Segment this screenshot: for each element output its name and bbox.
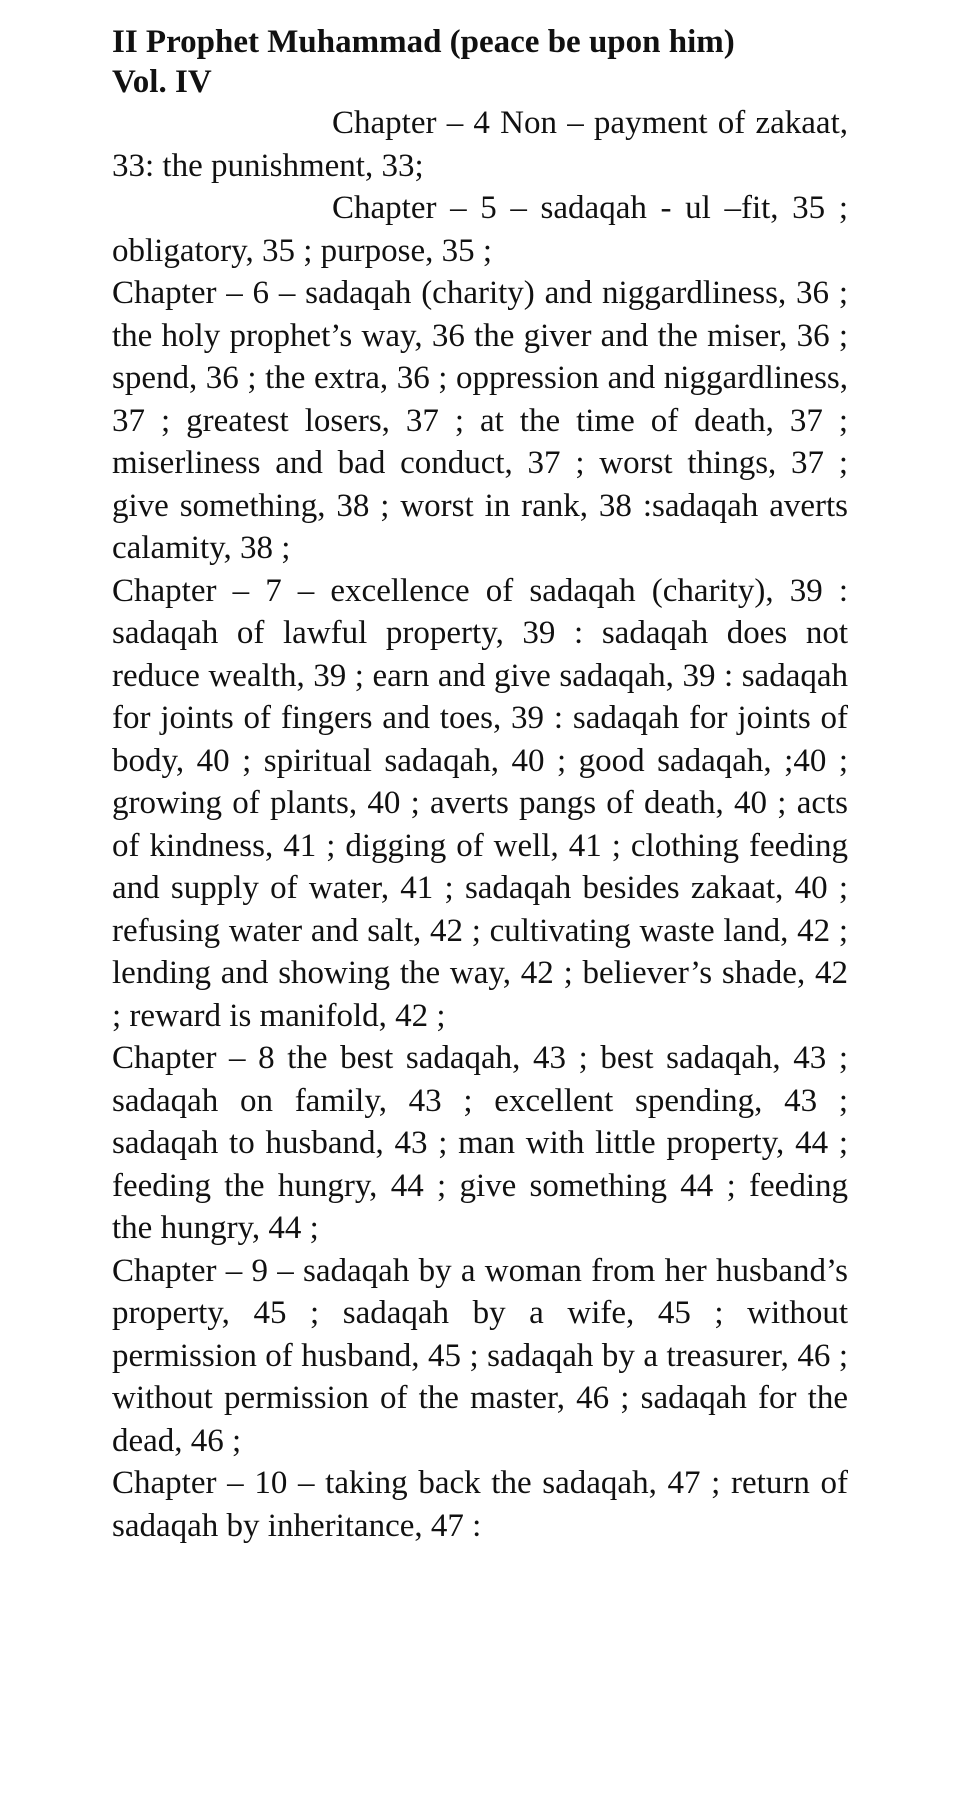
title-line-2: Vol. IV	[112, 64, 212, 100]
chapter-9-entry: Chapter – 9 – sadaqah by a woman from her husband’s property, 45 ; sadaqah by a wife, 45 ; without permission of husband, 45 ; sadaqah by a treasurer, 46 ; without permission of the master, 46 ; sadaqah for the dead, 46 ;	[112, 1252, 848, 1459]
chapter-7-entry: Chapter – 7 – excellence of sadaqah (charity), 39 : sadaqah of lawful property, 39 : sadaqah does not reduce wealth, 39 ; earn and give sadaqah, 39 : sadaqah for joints of fingers and toes, 39 : sadaqah for joints of body, 40 ; spiritual sadaqah, 40 ; good sadaqah, ;40 ; growing of plants, 40 ; averts pangs of death, 40 ; acts of kindness, 41 ; digging of well, 41 ; clothing feeding and supply of water, 41 ; sadaqah besides zakaat, 40 ; refusing water and salt, 42 ; cultivating waste land, 42 ; lending and showing the way, 42 ; believer’s shade, 42 ; reward is manifold, 42 ;	[112, 572, 848, 1034]
title-line-1: II Prophet Muhammad (peace be upon him)	[112, 24, 735, 60]
chapter-5-entry: Chapter – 5 – sadaqah - ul –fit, 35 ; obligatory, 35 ; purpose, 35 ;	[112, 190, 848, 269]
chapter-10-entry: Chapter – 10 – taking back the sadaqah, 47 ; return of sadaqah by inheritance, 47 :	[112, 1465, 848, 1544]
index-page	[112, 22, 848, 1547]
chapter-4-entry: Chapter – 4 Non – payment of zakaat, 33: the punishment, 33;	[112, 105, 848, 184]
chapter-8-entry: Chapter – 8 the best sadaqah, 43 ; best sadaqah, 43 ; sadaqah on family, 43 ; excellent spending, 43 ; sadaqah to husband, 43 ; man with little property, 44 ; feeding the hungry, 44 ; give something 44 ; feeding the hungry, 44 ;	[112, 1040, 848, 1246]
page-title	[112, 22, 848, 102]
chapter-6-entry: Chapter – 6 – sadaqah (charity) and niggardliness, 36 ; the holy prophet’s way, 36 the giver and the miser, 36 ; spend, 36 ; the extra, 36 ; oppression and niggardliness, 37 ; greatest losers, 37 ; at the time of death, 37 ; miserliness and bad conduct, 37 ; worst things, 37 ; give something, 38 ; worst in rank, 38 :sadaqah averts calamity, 38 ;	[112, 275, 848, 566]
